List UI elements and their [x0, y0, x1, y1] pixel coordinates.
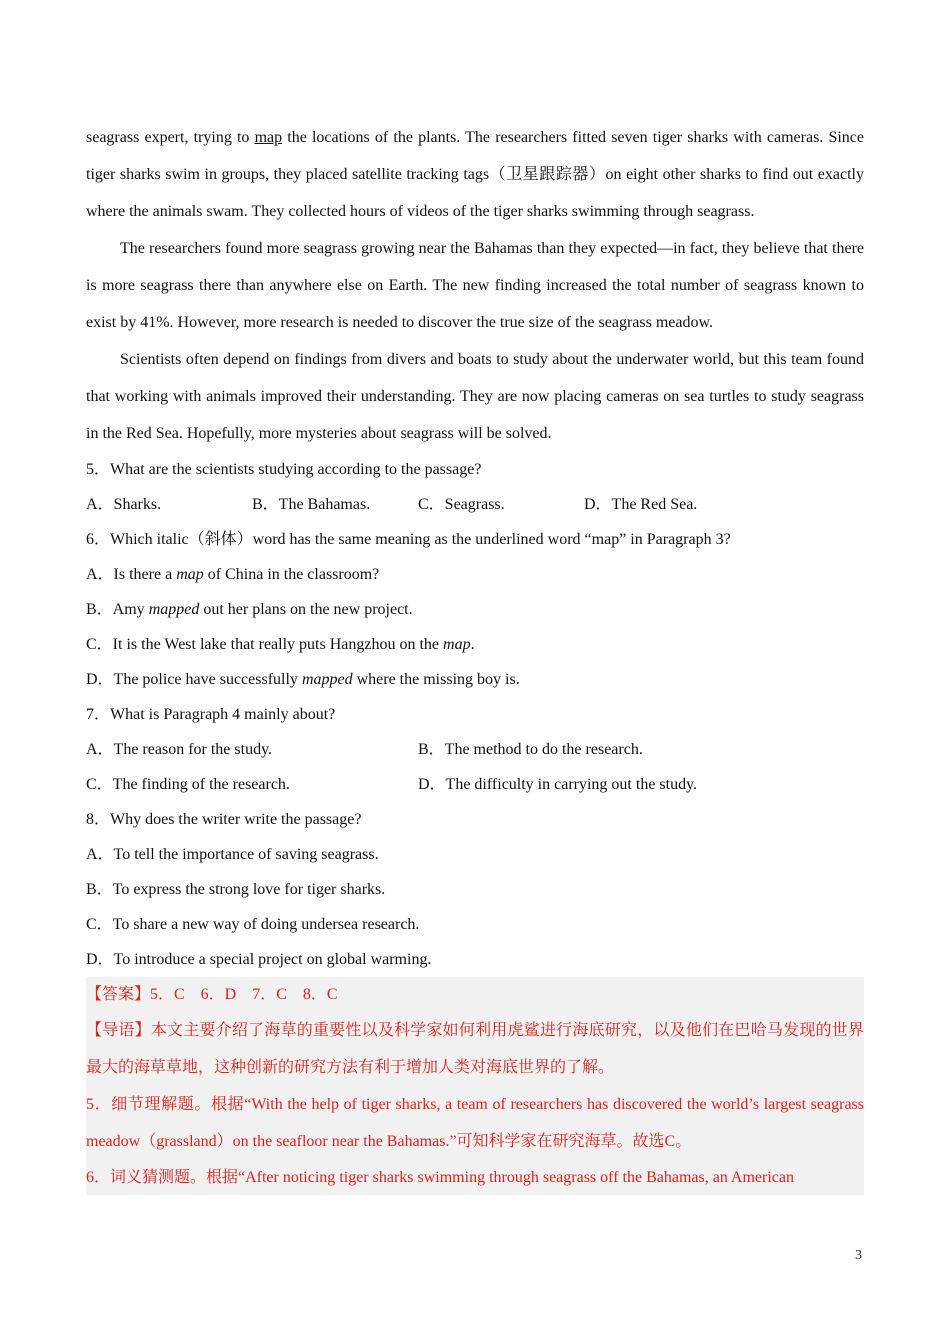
italic-word: map	[443, 636, 471, 653]
page-number: 3	[855, 1248, 862, 1263]
explanation-6: 6．词义猜测题。根据“After noticing tiger sharks swimming through seagrass off the Bahamas, an American	[86, 1169, 795, 1186]
paragraph-4: The researchers found more seagrass growing near the Bahamas than they expected—in fact, they believe that there is more seagrass there than anywhere else on Earth. The new finding increased the total number of seagrass known to exist by 41%. However, more research is needed to discover the true size of the seagrass meadow.	[86, 240, 864, 331]
question-7-options-row-1	[86, 732, 864, 767]
italic-word: mapped	[148, 601, 200, 618]
question-5-options	[86, 487, 864, 522]
paragraph-5: Scientists often depend on findings from divers and boats to study about the underwater world, but this team found that working with animals improved their understanding. They are now placing cameras on sea turtles to study seagrass in the Red Sea. Hopefully, more mysteries about seagrass will be solved.	[86, 351, 864, 442]
page-content	[86, 119, 864, 1195]
question-6-option-a[interactable]: A．Is there a map of China in the classroom?	[86, 566, 380, 583]
answer-explanation-block	[86, 977, 864, 1195]
underlined-word-map: map	[254, 129, 283, 146]
question-8-option-c[interactable]: C．To share a new way of doing undersea research.	[86, 916, 420, 933]
question-5-option-b[interactable]: B．The Bahamas.	[252, 496, 371, 513]
question-8-stem: 8．Why does the writer write the passage?	[86, 811, 362, 828]
italic-word: mapped	[301, 671, 353, 688]
question-6-stem: 6．Which italic（斜体）word has the same meaning as the underlined word “map” in Paragraph 3?	[86, 531, 731, 548]
question-6-option-b[interactable]: B．Amy mapped out her plans on the new project.	[86, 601, 413, 618]
question-8-option-a[interactable]: A．To tell the importance of saving seagrass.	[86, 846, 379, 863]
italic-word: map	[176, 566, 204, 583]
question-7-option-a[interactable]: A．The reason for the study.	[86, 741, 273, 758]
question-5-stem: 5．What are the scientists studying according to the passage?	[86, 461, 482, 478]
question-6-option-c[interactable]: C．It is the West lake that really puts Hangzhou on the map.	[86, 636, 475, 653]
question-8-option-d[interactable]: D．To introduce a special project on global warming.	[86, 951, 432, 968]
explanation-5: 5．细节理解题。根据“With the help of tiger sharks, a team of researchers has discovered the world’s largest seagrass meadow（grassland）on the seafloor near the Bahamas.”可知科学家在研究海草。故选C。	[86, 1096, 864, 1150]
question-7-option-c[interactable]: C．The finding of the research.	[86, 776, 290, 793]
question-5-option-a[interactable]: A．Sharks.	[86, 496, 162, 513]
question-8-option-b[interactable]: B．To express the strong love for tiger sharks.	[86, 881, 386, 898]
question-7-option-b[interactable]: B．The method to do the research.	[418, 741, 643, 758]
question-5-option-d[interactable]: D．The Red Sea.	[584, 496, 698, 513]
answer-guide: 【导语】本文主要介绍了海草的重要性以及科学家如何利用虎鲨进行海底研究，以及他们在巴哈马发现的世界最大的海草草地，这种创新的研究方法有利于增加人类对海底世界的了解。	[86, 1022, 864, 1076]
question-7-stem: 7．What is Paragraph 4 mainly about?	[86, 706, 336, 723]
question-5-option-c[interactable]: C．Seagrass.	[418, 496, 505, 513]
question-6-option-d[interactable]: D．The police have successfully mapped where the missing boy is.	[86, 671, 520, 688]
paragraph-3-text-a: seagrass expert, trying to	[86, 129, 255, 146]
paragraph-3-text-b: the locations of the plants. The researchers fitted seven tiger sharks with cameras. Since tiger sharks swim in groups, they placed satellite tracking tags（卫星跟踪器）on eight other sharks to find out exactly where the animals swam. They collected hours of videos of the tiger sharks swimming through seagrass.	[86, 129, 865, 220]
question-7-option-d[interactable]: D．The difficulty in carrying out the study.	[418, 776, 698, 793]
paragraph-3-continued	[86, 119, 864, 230]
answer-key: 【答案】5．C 6．D 7．C 8．C	[86, 986, 338, 1003]
question-7-options-row-2	[86, 767, 864, 802]
